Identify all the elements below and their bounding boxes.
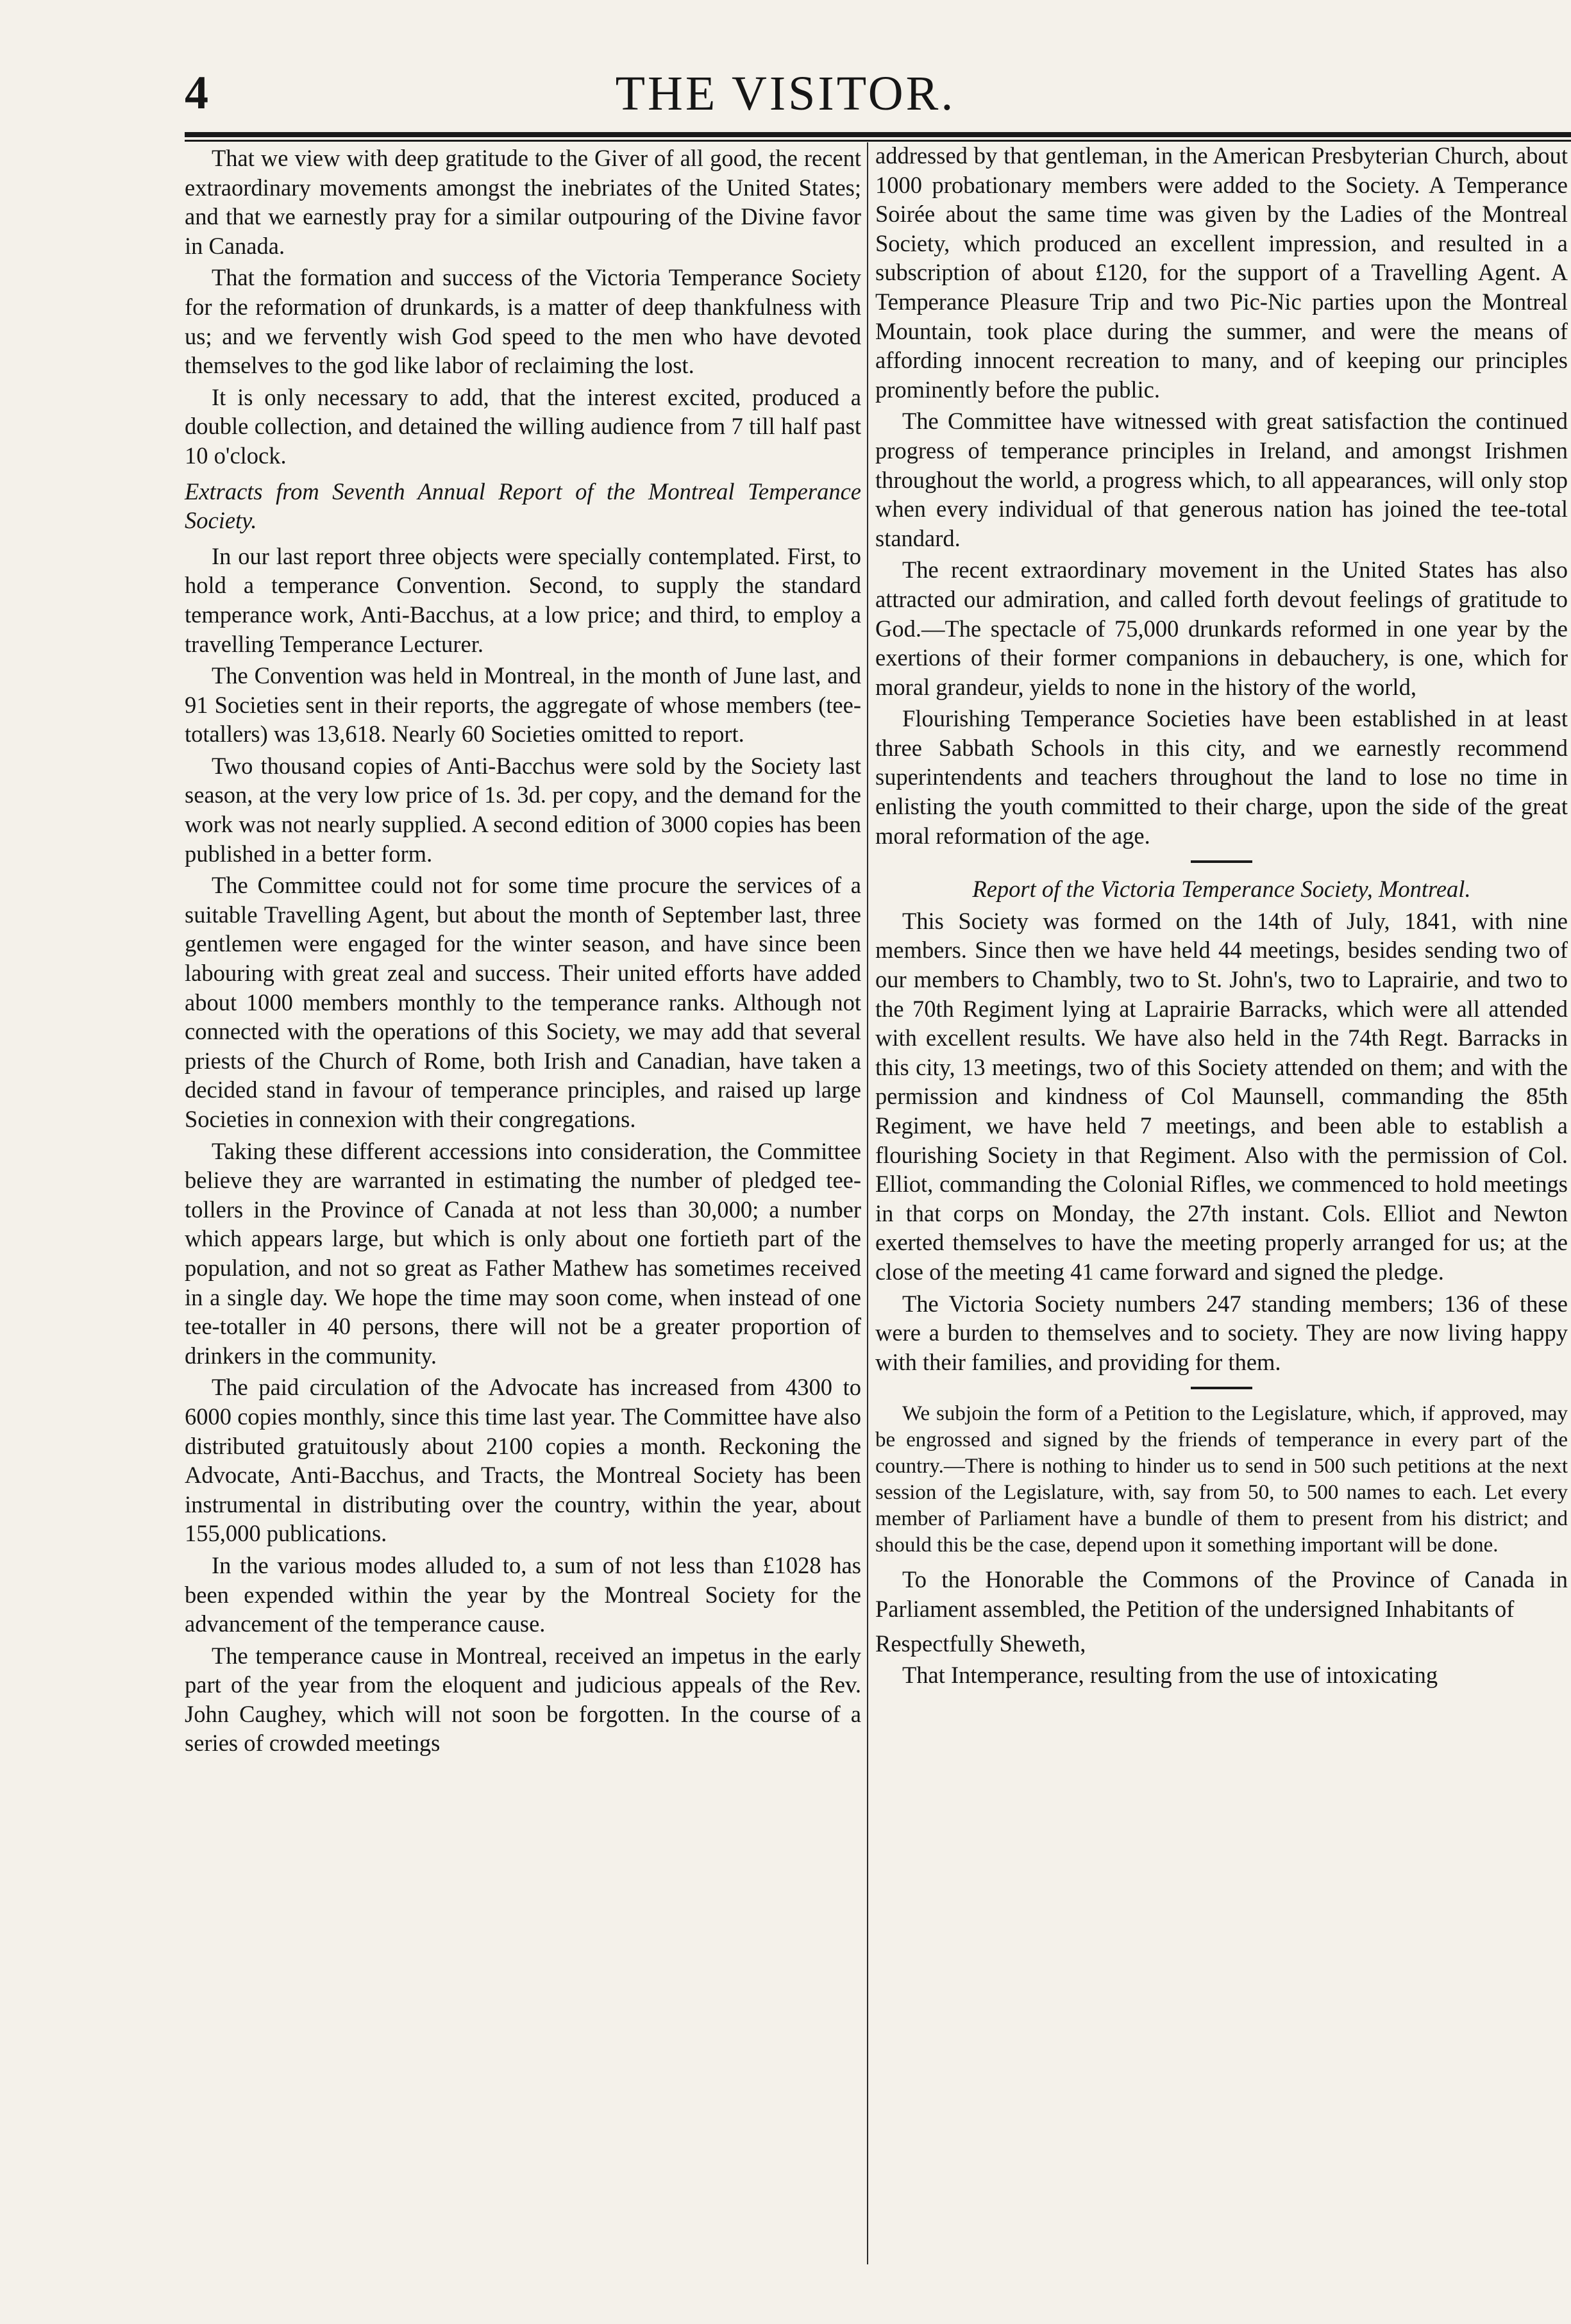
paragraph: The Committee have witnessed with great satisfaction the continued progress of temperance principles in Ireland, and amongst Irishmen throughout the world, a progress which, to all appearances, will only stop when every individual of that generous nation has joined the tee-total standard. xyxy=(875,408,1568,551)
paragraph: The paid circulation of the Advocate has increased from 4300 to 6000 copies monthly, since this time last year. The Committee have also distributed gratuitously about 2100 copies a month. Reckoning the Advocate, Anti-Bacchus, and Tracts, the Montreal Society has been instrumental in distributing over the country, within the year, about 155,000 publications. xyxy=(185,1374,861,1547)
paragraph: Two thousand copies of Anti-Bacchus were sold by the Society last season, at the very low price of 1s. 3d. per copy, and the demand for the work was not nearly supplied. A second edition of 3000 copies has been published in a better form. xyxy=(185,752,861,867)
paragraph: Flourishing Temperance Societies have been established in at least three Sabbath Schools in this city, and we earnestly recommend superintendents and teachers throughout the land to lose no time in enlisting the youth committed to their charge, upon the side of the great moral reformation of the age. xyxy=(875,705,1568,849)
header-rule-thick xyxy=(185,132,1571,137)
masthead-title: THE VISITOR. xyxy=(615,67,956,121)
section-heading: Extracts from Seventh Annual Report of the Montreal Temperance Society. xyxy=(185,478,861,534)
section-divider xyxy=(1191,860,1252,863)
paragraph: The recent extraordinary movement in the United States has also attracted our admiration, and called forth devout feelings of gratitude to God.—The spectacle of 75,000 drunkards reformed in one year by the exertions of their former companions in debauchery, is one, which for moral grandeur, yields to none in the history of the world, xyxy=(875,556,1568,700)
paragraph: Taking these different accessions into consideration, the Committee believe they are warranted in estimating the number of pledged tee-tollers in the Province of Canada at not less than 30,000; a number which appears large, but which is only about one fortieth part of the population, and not so great as Father Mathew has sometimes received in a single day. We hope the time may soon come, when instead of one tee-totaller in 40 persons, there will not be a greater proportion of drinkers in the community. xyxy=(185,1137,861,1369)
petition-address: To the Honorable the Commons of the Province of Canada in Parliament assembled, the Petition of the undersigned Inhabitants of xyxy=(875,1566,1568,1622)
paragraph: That the formation and success of the Victoria Temperance Society for the reformation of drunkards, is a matter of deep thankfulness with us; and we fervently wish God speed to the men who have devoted themselves to the god like labor of reclaiming the lost. xyxy=(185,264,861,379)
petition-text: That Intemperance, resulting from the use of intoxicating xyxy=(902,1662,1438,1689)
petition-salutation: Respectfully Sheweth, xyxy=(875,1630,1086,1657)
paragraph: The Convention was held in Montreal, in the month of June last, and 91 Societies sent in their reports, the aggregate of whose members (tee-totallers) was 13,618. Nearly 60 Societies omitted to report. xyxy=(185,662,861,748)
page-number: 4 xyxy=(185,67,208,119)
paragraph: addressed by that gentleman, in the American Presbyterian Church, about 1000 probationary members were added to the Society. A Temperance Soirée about the same time was given by the Ladies of the Montreal Society, which produced an excellent impression, and resulted in a subscription of about £120, for the support of a Travelling Agent. A Temperance Pleasure Trip and two Pic-Nic parties upon the Montreal Mountain, took place during the summer, and were the means of affording innocent recreation to many, and of keeping our principles prominently before the public. xyxy=(875,142,1568,403)
column-divider xyxy=(867,142,868,2264)
section-heading: Report of the Victoria Temperance Society, Montreal. xyxy=(972,876,1471,903)
paragraph: This Society was formed on the 14th of July, 1841, with nine members. Since then we have held 44 meetings, besides sending two of our members to Chambly, two to St. John's, two to Laprairie, and two to the 70th Regiment lying at Laprairie Barracks, which were all attended with excellent results. We have also held in the 74th Regt. Barracks in this city, 13 meetings, two of this Society attended on them; and with the permission and kindness of Col Maunsell, commanding the 85th Regiment, we have held 7 meetings, and been able to establish a flourishing Society in that Regiment. Also with the permission of Col. Elliot, commanding the Colonial Rifles, we commenced to hold meetings in that corps on Monday, the 27th instant. Cols. Elliot and Newton exerted themselves to have the meeting properly arranged for us; at the close of the meeting 41 came forward and signed the pledge. xyxy=(875,907,1568,1285)
paragraph: In our last report three objects were specially contemplated. First, to hold a temperance Convention. Second, to supply the standard temperance work, Anti-Bacchus, at a low price; and third, to employ a travelling Temperance Lecturer. xyxy=(185,542,861,657)
paragraph: The temperance cause in Montreal, received an impetus in the early part of the year from the eloquent and judicious appeals of the Rev. John Caughey, which will not soon be forgotten. In the course of a series of crowded meetings xyxy=(185,1642,861,1757)
paragraph: That we view with deep gratitude to the Giver of all good, the recent extraordinary movements amongst the inebriates of the United States; and that we earnestly pray for a similar outpouring of the Divine favor in Canada. xyxy=(185,145,861,259)
paragraph: The Victoria Society numbers 247 standing members; 136 of these were a burden to themselves and to society. They are now living happy with their families, and providing for them. xyxy=(875,1290,1568,1375)
left-column xyxy=(185,141,861,2276)
paragraph: It is only necessary to add, that the interest excited, produced a double collection, and detained the willing audience from 7 till half past 10 o'clock. xyxy=(185,383,861,469)
paragraph: In the various modes alluded to, a sum of not less than £1028 has been expended within the year by the Montreal Society for the advancement of the temperance cause. xyxy=(185,1551,861,1637)
section-divider xyxy=(1191,1387,1252,1389)
paragraph: We subjoin the form of a Petition to the Legislature, which, if approved, may be engrossed and signed by the friends of temperance in every part of the country.—There is nothing to hinder us to send in 500 such petitions at the next session of the Legislature, with, say from 50, to 500 names to each. Let every member of Parliament have a bundle of them to present from his district; and should this be the case, depend upon it something important will be done. xyxy=(875,1402,1568,1557)
right-column xyxy=(875,141,1568,2276)
paragraph: The Committee could not for some time procure the services of a suitable Travelling Agent, but about the month of September last, three gentlemen were engaged for the winter season, and have since been labouring with great zeal and success. Their united efforts have added about 1000 members monthly to the temperance ranks. Although not connected with the operations of this Society, we may add that several priests of the Church of Rome, both Irish and Canadian, have taken a decided stand in favour of temperance principles, and raised up large Societies in connexion with their congregations. xyxy=(185,872,861,1132)
